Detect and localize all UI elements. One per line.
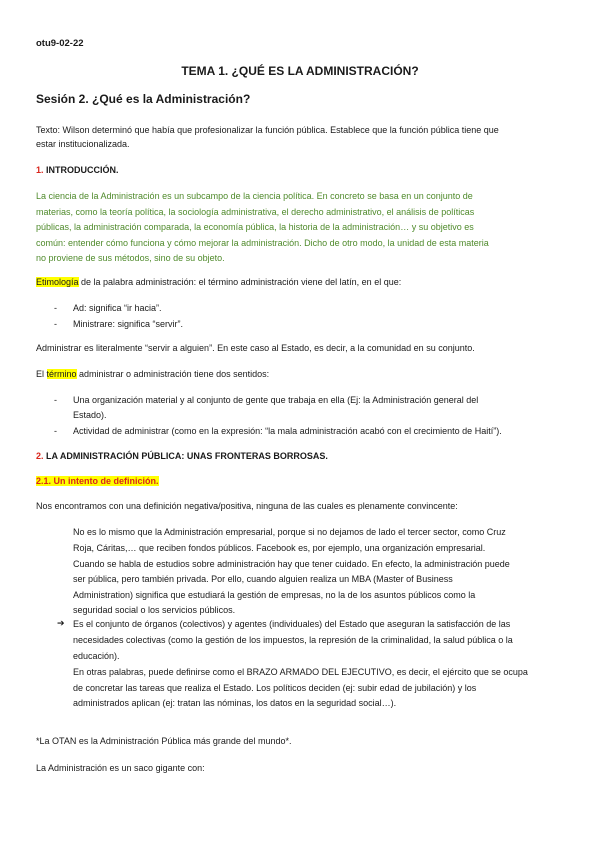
administrar-paragraph: Administrar es literalmente “servir a alguien”. En este caso al Estado, es decir, a la comunidad en su conjunto.: [36, 343, 475, 353]
otan-note: *La OTAN es la Administración Pública más grande del mundo*.: [36, 736, 292, 746]
session-heading: Sesión 2. ¿Qué es la Administración?: [36, 92, 251, 106]
dash-marker: -: [54, 426, 57, 436]
termino-term: término: [46, 369, 77, 379]
bullet-text: Roja, Cáritas,… que reciben fondos públicos. Facebook es, por ejemplo, una organización empresarial.: [73, 543, 486, 553]
termino-pre: El: [36, 369, 47, 379]
section-1-heading: [36, 162, 119, 178]
intro-line: no proviene de sus métodos, sino de su objeto.: [36, 253, 225, 263]
termino-text: administrar o administración tiene dos sentidos:: [76, 369, 270, 379]
list-item-text: Ad: significa “ir hacia”.: [73, 303, 162, 313]
bullet-text: de concretar las tareas que realiza el Estado. Los políticos deciden (ej: subir edad de jubilación) y los: [73, 683, 477, 693]
bullet-text: En otras palabras, puede definirse como el BRAZO ARMADO DEL EJECUTIVO, es decir, el ejército que se ocupa: [73, 667, 528, 677]
section-1-number: 1.: [36, 165, 44, 175]
section-2-1-label: 2.1. Un intento de definición.: [36, 476, 159, 486]
dash-marker: -: [54, 303, 57, 313]
section-2-heading: [36, 448, 328, 464]
intro-line: materias, como la teoría política, la sociología administrativa, el derecho administrativo, el análisis de políticas: [36, 207, 475, 217]
termino-paragraph: [36, 366, 269, 382]
bullet-text: educación).: [73, 651, 120, 661]
bullet-text: seguridad social o los servicios públicos.: [73, 605, 236, 615]
bullet-text: necesidades colectivas (como la gestión de los impuestos, la represión de la criminalidad, la salud pública o la: [73, 635, 513, 645]
saco-paragraph: La Administración es un saco gigante con:: [36, 763, 205, 773]
list-item-text: Ministrare: significa “servir”.: [73, 319, 184, 329]
etimologia-term: Etimología: [36, 277, 79, 287]
bullet-text: Es el conjunto de órganos (colectivos) y agentes (individuales) del Estado que aseguran la satisfacción de las: [73, 619, 511, 629]
list-item-text: Estado).: [73, 410, 107, 420]
texto-line: Texto: Wilson determinó que había que profesionalizar la función pública. Establece que la función pública tiene que: [36, 125, 499, 135]
section-2-number: 2.: [36, 451, 44, 461]
intro-line: públicas, la administración comparada, la economía pública, la historia de la administración… y su objetivo es: [36, 222, 474, 232]
document-date: otu9-02-22: [36, 38, 84, 49]
bullet-text: Administration) significa que estudiará la gestión de empresas, no la de los asuntos públicos como la: [73, 590, 476, 600]
definicion-paragraph: Nos encontramos con una definición negativa/positiva, ninguna de las cuales es plenamente convincente:: [36, 501, 458, 511]
section-2-label: LA ADMINISTRACIÓN PÚBLICA: UNAS FRONTERAS BORROSAS.: [43, 451, 328, 461]
bullet-text: ser pública, pero también privada. Por ello, cuando alguien realiza un MBA (Master of Business: [73, 574, 453, 584]
arrow-bullet-icon: ➔: [57, 619, 65, 629]
page-title: TEMA 1. ¿QUÉ ES LA ADMINISTRACIÓN?: [181, 64, 419, 78]
texto-line: estar institucionalizada.: [36, 139, 130, 149]
intro-line: común: entender cómo funciona y cómo mejorar la administración. Dicho de otro modo, la unidad de esta materia: [36, 238, 489, 248]
dash-marker: -: [54, 319, 57, 329]
etimologia-text: de la palabra administración: el término administración viene del latín, en el que:: [78, 277, 402, 287]
bullet-text: administrados aplican (ej: tratan las nóminas, los datos en la seguridad social…).: [73, 698, 397, 708]
intro-line: La ciencia de la Administración es un subcampo de la ciencia política. En concreto se basa en un conjunto de: [36, 191, 473, 201]
bullet-text: No es lo mismo que la Administración empresarial, porque si no dejamos de lado el tercer sector, como Cruz: [73, 527, 506, 537]
bullet-text: Cuando se habla de estudios sobre administración hay que tener cuidado. En efecto, la administración puede: [73, 559, 510, 569]
etimologia-paragraph: [36, 274, 401, 290]
section-2-1-heading: [36, 473, 159, 489]
section-1-label: INTRODUCCIÓN.: [43, 165, 119, 175]
dash-marker: -: [54, 395, 57, 405]
list-item-text: Actividad de administrar (como en la expresión: “la mala administración acabó con el crecimiento de Haití”).: [73, 426, 502, 436]
list-item-text: Una organización material y al conjunto de gente que trabaja en ella (Ej: la Administración general del: [73, 395, 479, 405]
